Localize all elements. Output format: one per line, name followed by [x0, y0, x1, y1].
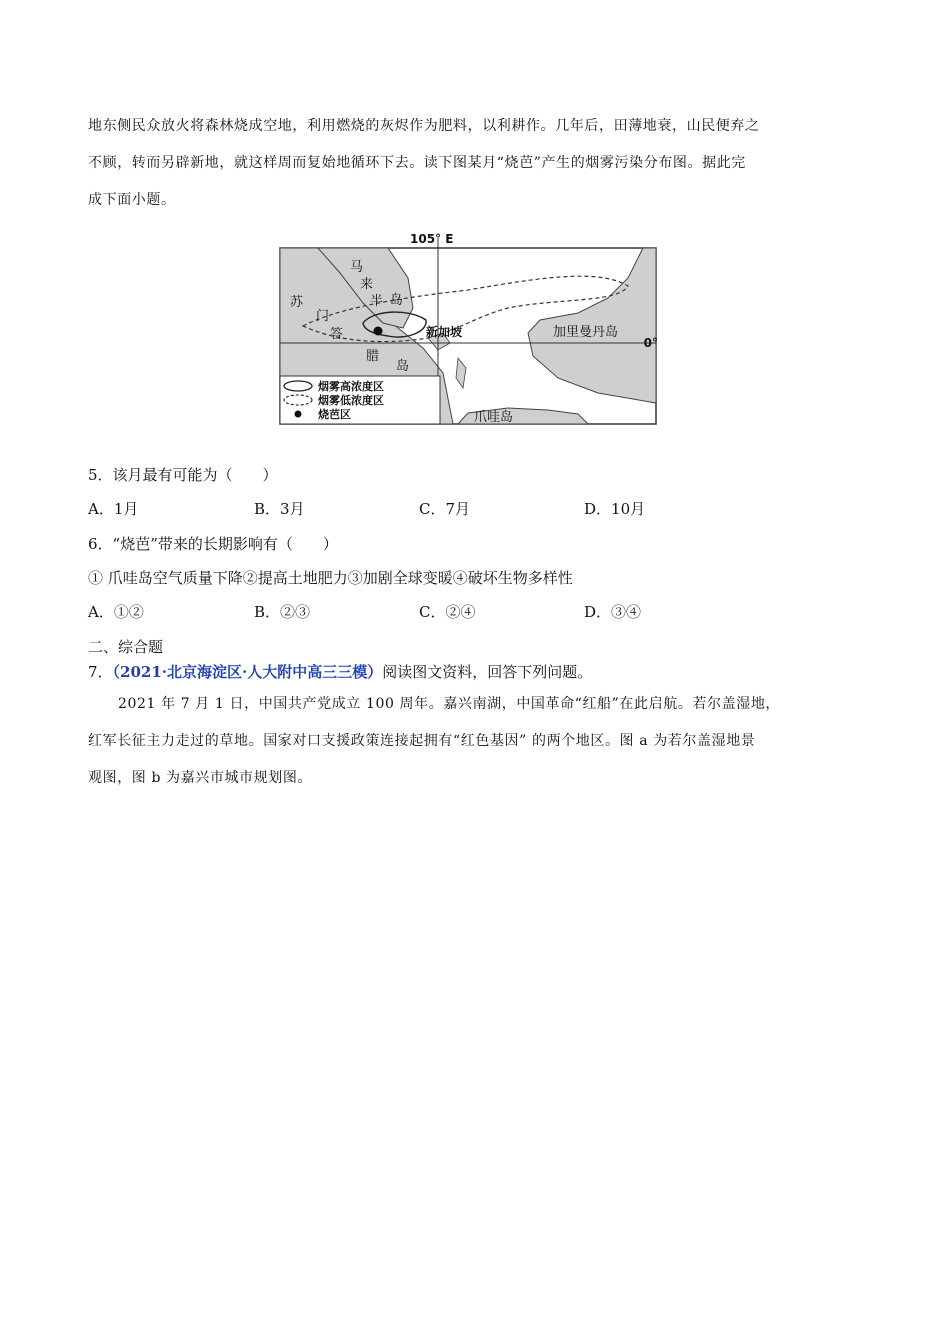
label-ban: 半 [370, 294, 384, 309]
burn-area-dot [374, 327, 383, 336]
q6-option-c[interactable]: C．②④ [419, 603, 476, 621]
q7-stem: 阅读图文资料，回答下列问题。 [382, 663, 593, 681]
section-heading: 二、综合题 [88, 638, 164, 656]
label-dao2: 岛 [396, 359, 410, 374]
intro-line-3: 成下面小题。 [88, 192, 176, 208]
label-ma: 马 [350, 260, 364, 275]
q6-option-b[interactable]: B．②③ [254, 603, 311, 621]
q7-line-1: 2021 年 7 月 1 日，中国共产党成立 100 周年。嘉兴南湖，中国革命“红船”在此启航。若尔盖湿地， [118, 696, 781, 712]
label-la: 腊 [366, 349, 380, 364]
q5-option-b[interactable]: B．3月 [254, 500, 305, 518]
label-men: 门 [316, 309, 330, 324]
q7-source: （2021·北京海淀区·人大附中高三三模） [112, 663, 383, 681]
label-dao1: 岛 [390, 293, 404, 308]
legend-low-label: 烟雾低浓度区 [318, 394, 384, 407]
intro-paragraph [88, 108, 860, 219]
q7-number: 7． [88, 663, 113, 681]
label-singapore: 新加坡 [426, 325, 463, 339]
q6-option-a[interactable]: A．①② [88, 603, 144, 621]
q5-stem: 5．该月最有可能为（ ） [88, 466, 278, 484]
map-svg [278, 228, 660, 428]
q5-option-c[interactable]: C．7月 [419, 500, 471, 518]
q7-line-2: 红军长征主力走过的草地。国家对口支援政策连接起拥有“红色基因” 的两个地区。图 a 为若尔盖湿地景 [88, 733, 756, 749]
q5-option-a[interactable]: A．1月 [88, 500, 139, 518]
q7-line-3: 观图，图 b 为嘉兴市城市规划图。 [88, 770, 313, 786]
q7-header [88, 661, 592, 682]
q6-option-d[interactable]: D．③④ [584, 603, 642, 621]
meridian-label: 105° E [410, 232, 454, 246]
q6-statement: ① 爪哇岛空气质量下降②提高土地肥力③加剧全球变暖④破坏生物多样性 [88, 569, 573, 587]
label-lai: 来 [360, 277, 374, 292]
label-java: 爪哇岛 [474, 410, 514, 425]
legend-burn-label: 烧芭区 [318, 408, 351, 421]
q7-paragraph [88, 686, 878, 797]
legend-high-label: 烟雾高浓度区 [318, 380, 384, 393]
label-da: 答 [330, 327, 344, 342]
equator-label: 0° [643, 336, 658, 350]
q5-option-d[interactable]: D．10月 [584, 500, 646, 518]
label-kalimantan: 加里曼丹岛 [553, 325, 619, 340]
intro-line-2: 不顾，转而另辟新地，就这样周而复始地循环下去。读下图某月“烧芭”产生的烟雾污染分布图。据此完 [88, 155, 746, 171]
label-su: 苏 [290, 295, 304, 310]
q6-stem: 6．“烧芭”带来的长期影响有（ ） [88, 535, 338, 553]
legend-burn-symbol [295, 411, 302, 418]
intro-line-1: 地东侧民众放火将森林烧成空地，利用燃烧的灰烬作为肥料，以利耕作。几年后，田薄地衰，山民便弃之 [88, 118, 760, 134]
haze-pollution-map [278, 228, 660, 428]
